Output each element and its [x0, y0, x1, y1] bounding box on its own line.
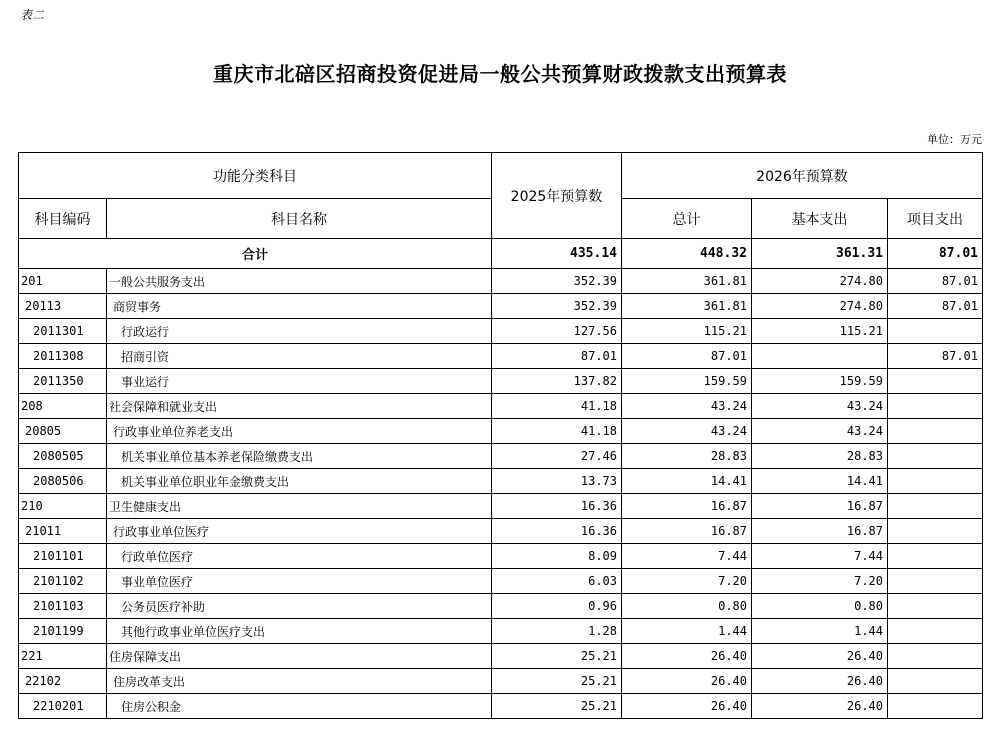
row-2026-basic: 7.44: [752, 544, 888, 569]
row-2026-basic: 16.87: [752, 519, 888, 544]
row-name: 行政事业单位养老支出: [107, 419, 492, 444]
row-name: 社会保障和就业支出: [107, 394, 492, 419]
row-name: 行政单位医疗: [107, 544, 492, 569]
row-2026-basic: [752, 344, 888, 369]
row-budget-2025: 13.73: [492, 469, 622, 494]
table-row: [19, 619, 983, 644]
header-budget-2025: 2025年预算数: [492, 153, 622, 239]
row-2026-project: [888, 569, 983, 594]
row-2026-basic: 14.41: [752, 469, 888, 494]
row-2026-project: [888, 419, 983, 444]
row-code: 2101103: [19, 594, 107, 619]
row-2026-total: 7.20: [622, 569, 752, 594]
row-2026-basic: 28.83: [752, 444, 888, 469]
row-name: 商贸事务: [107, 294, 492, 319]
row-2026-project: [888, 619, 983, 644]
row-code: 20805: [19, 419, 107, 444]
row-2026-total: 26.40: [622, 694, 752, 719]
row-budget-2025: 0.96: [492, 594, 622, 619]
table-number-label: 表二: [20, 8, 45, 22]
row-2026-total: 26.40: [622, 644, 752, 669]
row-budget-2025: 25.21: [492, 694, 622, 719]
table-row: [19, 419, 983, 444]
row-name: 行政运行: [107, 319, 492, 344]
row-2026-total: 361.81: [622, 294, 752, 319]
table-row: [19, 519, 983, 544]
row-2026-project: [888, 594, 983, 619]
total-2026-project: 87.01: [888, 239, 983, 269]
row-code: 208: [19, 394, 107, 419]
row-name: 机关事业单位基本养老保险缴费支出: [107, 444, 492, 469]
row-2026-total: 159.59: [622, 369, 752, 394]
header-code: 科目编码: [19, 199, 107, 239]
header-basic: 基本支出: [752, 199, 888, 239]
row-name: 住房保障支出: [107, 644, 492, 669]
row-2026-project: [888, 494, 983, 519]
row-code: 20113: [19, 294, 107, 319]
row-2026-total: 115.21: [622, 319, 752, 344]
row-budget-2025: 41.18: [492, 419, 622, 444]
row-2026-basic: 115.21: [752, 319, 888, 344]
header-total: 总计: [622, 199, 752, 239]
header-name: 科目名称: [107, 199, 492, 239]
row-2026-total: 87.01: [622, 344, 752, 369]
row-2026-total: 1.44: [622, 619, 752, 644]
row-code: 210: [19, 494, 107, 519]
row-name: 机关事业单位职业年金缴费支出: [107, 469, 492, 494]
table-row: [19, 369, 983, 394]
row-budget-2025: 6.03: [492, 569, 622, 594]
row-budget-2025: 41.18: [492, 394, 622, 419]
row-2026-total: 43.24: [622, 419, 752, 444]
row-2026-basic: 26.40: [752, 669, 888, 694]
table-row: [19, 319, 983, 344]
row-2026-basic: 16.87: [752, 494, 888, 519]
row-2026-basic: 274.80: [752, 269, 888, 294]
row-code: 2011301: [19, 319, 107, 344]
row-budget-2025: 137.82: [492, 369, 622, 394]
row-2026-basic: 26.40: [752, 694, 888, 719]
row-2026-project: [888, 694, 983, 719]
row-2026-project: 87.01: [888, 294, 983, 319]
row-2026-project: [888, 394, 983, 419]
row-2026-basic: 43.24: [752, 419, 888, 444]
row-2026-total: 43.24: [622, 394, 752, 419]
row-code: 2011308: [19, 344, 107, 369]
total-2026-basic: 361.31: [752, 239, 888, 269]
table-row: [19, 394, 983, 419]
row-2026-project: [888, 544, 983, 569]
row-2026-total: 361.81: [622, 269, 752, 294]
row-2026-total: 7.44: [622, 544, 752, 569]
row-2026-basic: 43.24: [752, 394, 888, 419]
row-name: 事业单位医疗: [107, 569, 492, 594]
total-budget-2025: 435.14: [492, 239, 622, 269]
table-row: [19, 269, 983, 294]
row-code: 221: [19, 644, 107, 669]
row-name: 住房公积金: [107, 694, 492, 719]
row-2026-basic: 7.20: [752, 569, 888, 594]
row-2026-basic: 274.80: [752, 294, 888, 319]
row-2026-project: [888, 519, 983, 544]
table-row: [19, 444, 983, 469]
row-budget-2025: 8.09: [492, 544, 622, 569]
row-budget-2025: 87.01: [492, 344, 622, 369]
row-2026-total: 26.40: [622, 669, 752, 694]
row-2026-project: [888, 469, 983, 494]
row-budget-2025: 352.39: [492, 294, 622, 319]
header-functional-category: 功能分类科目: [19, 153, 492, 199]
row-2026-basic: 159.59: [752, 369, 888, 394]
row-name: 公务员医疗补助: [107, 594, 492, 619]
row-code: 21011: [19, 519, 107, 544]
row-name: 事业运行: [107, 369, 492, 394]
row-code: 2011350: [19, 369, 107, 394]
row-code: 2101102: [19, 569, 107, 594]
row-name: 其他行政事业单位医疗支出: [107, 619, 492, 644]
table-row: [19, 594, 983, 619]
row-2026-project: [888, 369, 983, 394]
row-budget-2025: 27.46: [492, 444, 622, 469]
table-row: [19, 694, 983, 719]
header-project: 项目支出: [888, 199, 983, 239]
row-2026-project: 87.01: [888, 269, 983, 294]
row-name: 行政事业单位医疗: [107, 519, 492, 544]
row-code: 2080505: [19, 444, 107, 469]
unit-note: 单位：万元: [927, 133, 982, 146]
row-budget-2025: 1.28: [492, 619, 622, 644]
row-2026-basic: 26.40: [752, 644, 888, 669]
table-row: [19, 644, 983, 669]
row-2026-total: 16.87: [622, 494, 752, 519]
row-2026-basic: 0.80: [752, 594, 888, 619]
row-budget-2025: 16.36: [492, 494, 622, 519]
row-2026-project: [888, 644, 983, 669]
total-label: 合计: [19, 239, 492, 269]
row-2026-project: [888, 319, 983, 344]
row-code: 2101199: [19, 619, 107, 644]
row-2026-total: 14.41: [622, 469, 752, 494]
row-budget-2025: 352.39: [492, 269, 622, 294]
table-row: [19, 294, 983, 319]
header-budget-2026: 2026年预算数: [622, 153, 983, 199]
table-row: [19, 669, 983, 694]
table-row: [19, 494, 983, 519]
budget-table: [18, 152, 983, 719]
total-2026-total: 448.32: [622, 239, 752, 269]
row-2026-total: 0.80: [622, 594, 752, 619]
table-row: [19, 544, 983, 569]
table-row: [19, 344, 983, 369]
row-budget-2025: 16.36: [492, 519, 622, 544]
row-code: 2101101: [19, 544, 107, 569]
row-code: 201: [19, 269, 107, 294]
row-code: 2080506: [19, 469, 107, 494]
row-budget-2025: 127.56: [492, 319, 622, 344]
row-name: 住房改革支出: [107, 669, 492, 694]
table-row: [19, 569, 983, 594]
row-2026-project: [888, 444, 983, 469]
row-budget-2025: 25.21: [492, 644, 622, 669]
row-budget-2025: 25.21: [492, 669, 622, 694]
document-title: 重庆市北碚区招商投资促进局一般公共预算财政拨款支出预算表: [213, 62, 787, 86]
row-2026-total: 28.83: [622, 444, 752, 469]
row-code: 22102: [19, 669, 107, 694]
row-2026-total: 16.87: [622, 519, 752, 544]
total-row: [19, 239, 983, 269]
row-2026-basic: 1.44: [752, 619, 888, 644]
row-name: 招商引资: [107, 344, 492, 369]
row-2026-project: 87.01: [888, 344, 983, 369]
row-name: 卫生健康支出: [107, 494, 492, 519]
row-code: 2210201: [19, 694, 107, 719]
row-name: 一般公共服务支出: [107, 269, 492, 294]
table-row: [19, 469, 983, 494]
header-row-1: [19, 153, 983, 199]
row-2026-project: [888, 669, 983, 694]
